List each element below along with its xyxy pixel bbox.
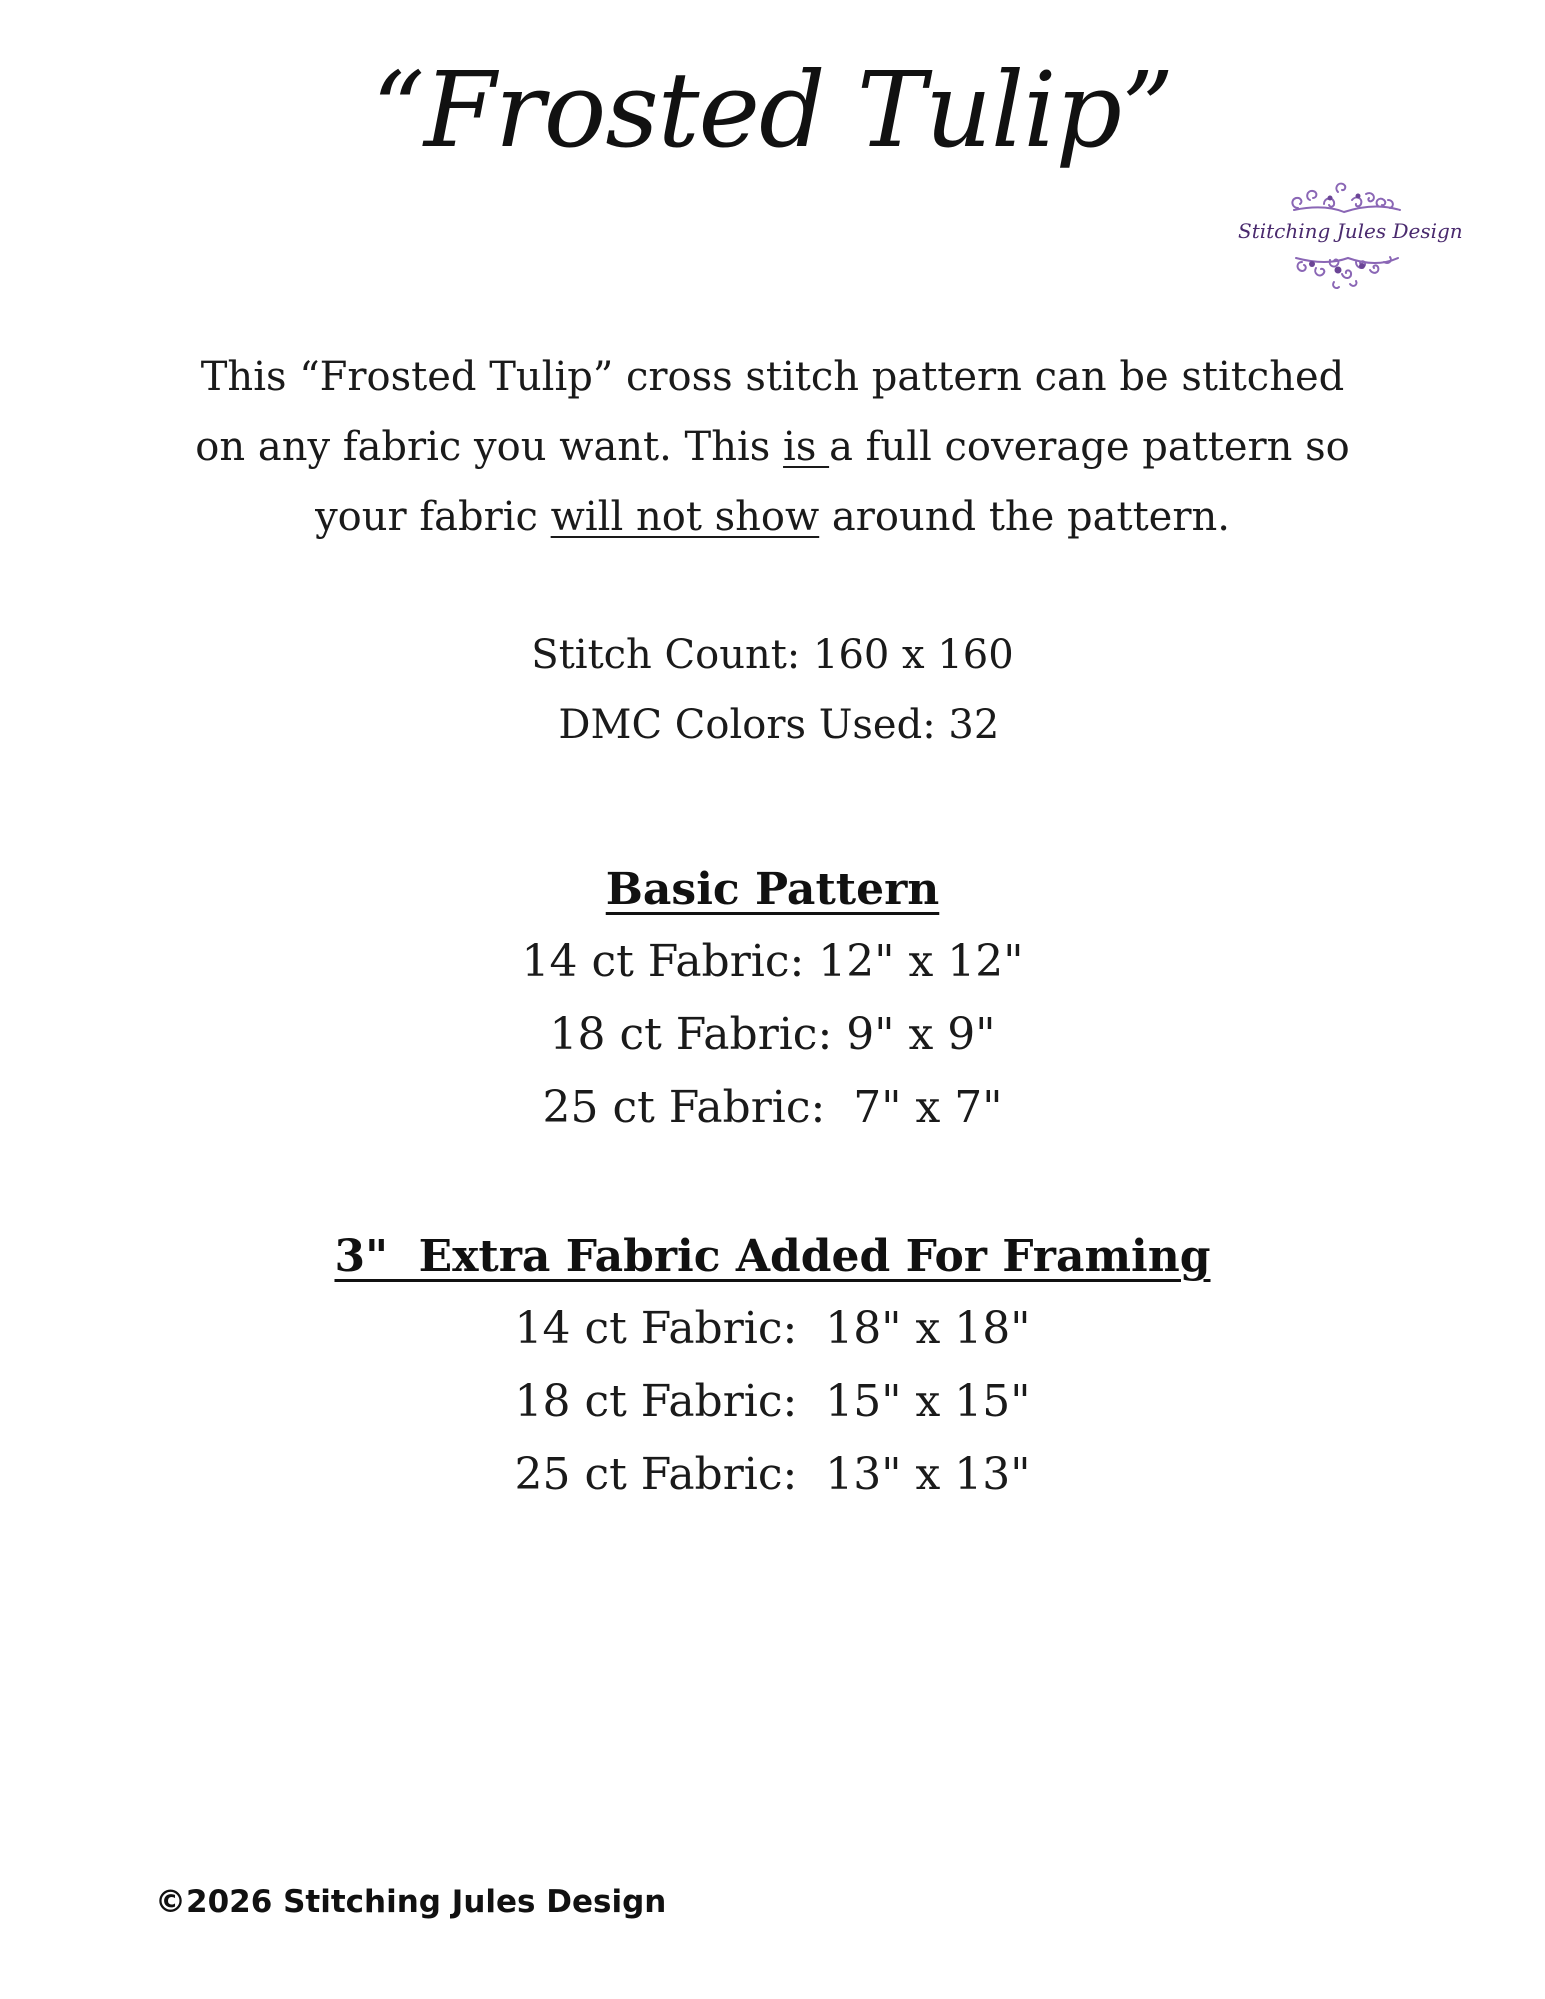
fabric-size-line: 25 ct Fabric: 7" x 7" [542, 1082, 1003, 1133]
emphasis-underline: will not show [550, 494, 820, 540]
brand-logo [1238, 170, 1463, 310]
intro-line [0, 412, 1545, 482]
section-heading: 3" Extra Fabric Added For Framing [334, 1231, 1211, 1282]
emphasis-underline: is [783, 424, 830, 470]
logo-wordmark: Stitching Jules Design [1238, 219, 1463, 243]
fabric-size-line: 18 ct Fabric: 15" x 15" [514, 1376, 1031, 1427]
basic-pattern-section [0, 855, 1545, 1144]
stitch-count: Stitch Count: 160 x 160 [531, 632, 1014, 678]
intro-text: your fabric [315, 494, 551, 540]
copyright-footer: ©2026 Stitching Jules Design [155, 1884, 667, 1920]
fabric-size-line: 25 ct Fabric: 13" x 13" [514, 1449, 1031, 1500]
intro-paragraph [0, 342, 1545, 552]
extra-fabric-section [0, 1222, 1545, 1511]
dmc-colors-used: DMC Colors Used: 32 [545, 702, 1000, 748]
intro-text: a full coverage pattern so [829, 424, 1350, 470]
page-title: “Frosted Tulip” [371, 49, 1174, 171]
fabric-size-line: 14 ct Fabric: 18" x 18" [514, 1303, 1031, 1354]
intro-text: around the pattern. [819, 494, 1230, 540]
fabric-size-line: 18 ct Fabric: 9" x 9" [549, 1009, 996, 1060]
pattern-stats [0, 620, 1545, 760]
intro-line [0, 482, 1545, 552]
section-heading: Basic Pattern [605, 864, 940, 915]
intro-line: This “Frosted Tulip” cross stitch pattern can be stitched [200, 354, 1345, 400]
intro-text: on any fabric you want. This [195, 424, 784, 470]
fabric-size-line: 14 ct Fabric: 12" x 12" [521, 936, 1024, 987]
